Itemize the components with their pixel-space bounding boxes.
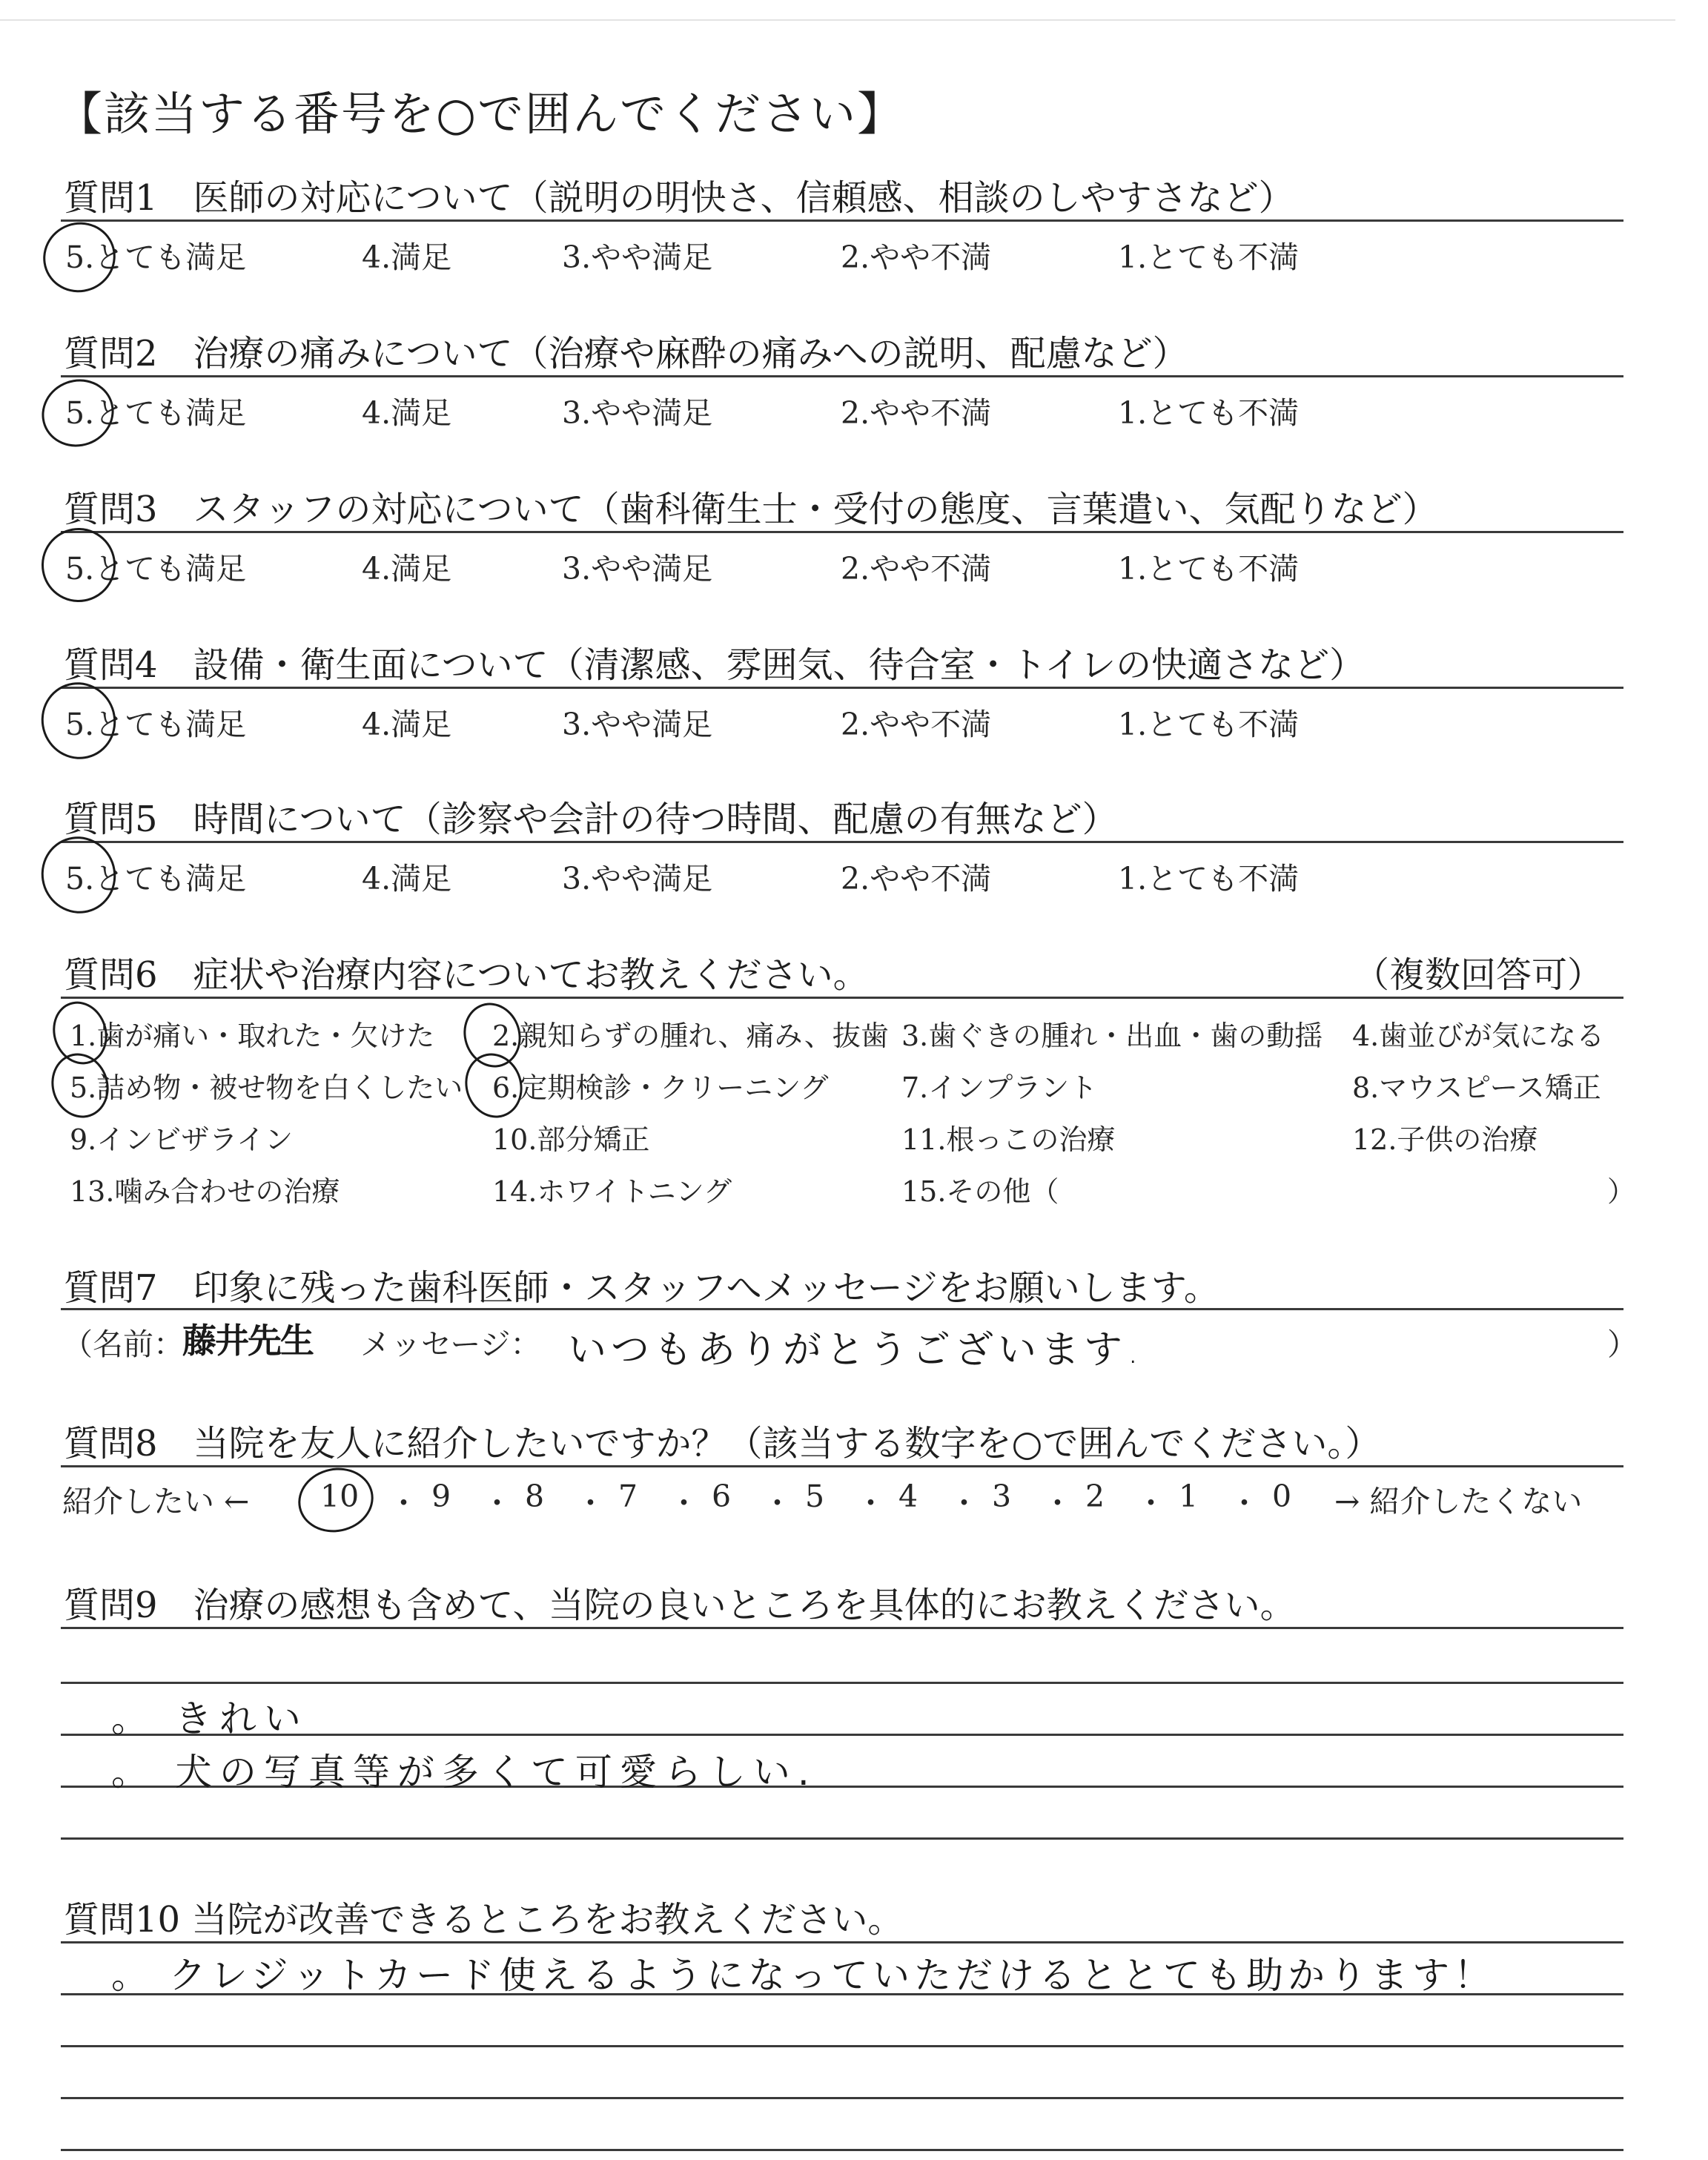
q10-rule-5	[61, 2149, 1623, 2151]
q4-title: 質問4 設備・衛生面について（清潔感、雰囲気、待合室・トイレの快適さなど）	[64, 644, 1366, 686]
q6-option-10[interactable]: 10.部分矯正	[492, 1123, 650, 1156]
q9-answer-line-1[interactable]: 。 きれい	[111, 1697, 308, 1740]
q6-other-close-paren: ）	[1607, 1175, 1636, 1208]
q9-rule-2	[61, 1682, 1623, 1684]
q8-separator: ・	[482, 1485, 512, 1521]
q2-option-2[interactable]: 2.やや不満	[841, 395, 992, 431]
q6-option-1[interactable]: 1.歯が痛い・取れた・欠けた	[70, 1020, 435, 1052]
q2-option-4[interactable]: 4.満足	[362, 395, 452, 431]
q8-value-9[interactable]: 9	[431, 1479, 451, 1514]
q4-rule	[61, 687, 1623, 689]
q8-value-0[interactable]: 0	[1272, 1479, 1292, 1514]
q9-answer-line-2[interactable]: 。 犬の写真等が多くて可愛らしい.	[111, 1751, 817, 1794]
q5-rule	[61, 841, 1623, 843]
q3-rule	[61, 531, 1623, 533]
q8-left-label: 紹介したい ←	[62, 1484, 250, 1519]
q8-title: 質問8 当院を友人に紹介したいですか？（該当する数字を○で囲んでください。）	[64, 1423, 1381, 1464]
q8-value-10[interactable]: 10	[320, 1479, 360, 1514]
q4-option-4[interactable]: 4.満足	[362, 707, 452, 742]
q6-option-12[interactable]: 12.子供の治療	[1352, 1123, 1538, 1156]
q6-option-4[interactable]: 4.歯並びが気になる	[1352, 1020, 1605, 1052]
q8-value-3[interactable]: 3	[992, 1479, 1012, 1514]
q2-option-5[interactable]: 5.とても満足	[65, 395, 247, 431]
q8-value-4[interactable]: 4	[898, 1479, 918, 1514]
q6-option-11[interactable]: 11.根っこの治療	[901, 1123, 1116, 1156]
q8-rule	[61, 1465, 1623, 1467]
q1-option-2[interactable]: 2.やや不満	[841, 240, 992, 275]
q6-option-7[interactable]: 7.インプラント	[901, 1071, 1098, 1104]
q8-value-2[interactable]: 2	[1085, 1479, 1105, 1514]
q1-option-1[interactable]: 1.とても不満	[1118, 240, 1300, 275]
q6-title: 質問6 症状や治療内容についてお教えください。	[64, 954, 869, 996]
q3-option-5[interactable]: 5.とても満足	[65, 551, 247, 587]
q4-option-3[interactable]: 3.やや満足	[562, 707, 713, 742]
q5-option-4[interactable]: 4.満足	[362, 861, 452, 896]
q1-option-3[interactable]: 3.やや満足	[562, 240, 713, 275]
q10-answer-line-1[interactable]: 。 クレジットカード使えるようになっていただけるととても助かります！	[111, 1954, 1496, 1997]
q2-answer-circle	[33, 369, 124, 457]
q10-title: 質問10 当院が改善できるところをお教えください。	[64, 1899, 904, 1941]
q6-option-2[interactable]: 2.親知らずの腫れ、痛み、抜歯	[492, 1020, 889, 1052]
q8-separator: ・	[1229, 1485, 1260, 1521]
q7-title: 質問7 印象に残った歯科医師・スタッフへメッセージをお願いします。	[64, 1267, 1219, 1309]
q6-option-15[interactable]: 15.その他（	[901, 1175, 1059, 1208]
q2-rule	[61, 375, 1623, 377]
q8-separator: ・	[669, 1485, 699, 1521]
q6-option-8[interactable]: 8.マウスピース矯正	[1352, 1071, 1601, 1104]
q6-option-13[interactable]: 13.噛み合わせの治療	[70, 1175, 340, 1208]
q1-option-4[interactable]: 4.満足	[362, 240, 452, 275]
q6-option-5[interactable]: 5.詰め物・被せ物を白くしたい	[70, 1071, 463, 1104]
q6-rule	[61, 997, 1623, 999]
q8-value-5[interactable]: 5	[805, 1479, 825, 1514]
q8-answer-circle	[292, 1461, 380, 1539]
q3-option-2[interactable]: 2.やや不満	[841, 551, 992, 587]
q6-answer-circle-6	[457, 1046, 530, 1125]
q7-message-handwritten[interactable]: いつもありがとうございます.	[568, 1328, 1144, 1373]
q6-option-3[interactable]: 3.歯ぐきの腫れ・出血・歯の動揺	[901, 1020, 1323, 1052]
q5-option-3[interactable]: 3.やや満足	[562, 861, 713, 896]
q8-separator: ・	[575, 1485, 606, 1521]
q8-right-label: → 紹介したくない	[1334, 1484, 1583, 1519]
q10-rule-4	[61, 2097, 1623, 2099]
q7-message-label: メッセージ：	[360, 1327, 541, 1362]
q4-option-2[interactable]: 2.やや不満	[841, 707, 992, 742]
q8-separator: ・	[388, 1485, 419, 1521]
q7-name-label: （名前：	[62, 1327, 184, 1362]
q8-value-6[interactable]: 6	[712, 1479, 732, 1514]
form-instruction-title: 【該当する番号を○で囲んでください】	[56, 87, 905, 141]
q9-title: 質問9 治療の感想も含めて、当院の良いところを具体的にお教えください。	[64, 1585, 1296, 1626]
q1-title: 質問1 医師の対応について（説明の明快さ、信頼感、相談のしやすさなど）	[64, 177, 1294, 219]
q4-option-5[interactable]: 5.とても満足	[65, 707, 247, 742]
q5-title: 質問5 時間について（診察や会計の待つ時間、配慮の有無など）	[64, 799, 1118, 840]
q8-value-1[interactable]: 1	[1179, 1479, 1199, 1514]
q5-option-1[interactable]: 1.とても不満	[1118, 861, 1300, 896]
q6-option-6[interactable]: 6.定期検診・クリーニング	[492, 1071, 829, 1104]
q5-option-5[interactable]: 5.とても満足	[65, 861, 247, 896]
q3-option-3[interactable]: 3.やや満足	[562, 551, 713, 587]
q8-value-8[interactable]: 8	[525, 1479, 545, 1514]
q3-option-4[interactable]: 4.満足	[362, 551, 452, 587]
q8-separator: ・	[1136, 1485, 1166, 1521]
q6-answer-circle-5	[43, 1046, 116, 1125]
q1-rule	[61, 219, 1623, 222]
q2-option-1[interactable]: 1.とても不満	[1118, 395, 1300, 431]
q9-rule-5	[61, 1837, 1623, 1840]
q8-separator: ・	[855, 1485, 886, 1521]
q3-title: 質問3 スタッフの対応について（歯科衛生士・受付の態度、言葉遣い、気配りなど）	[64, 489, 1438, 530]
q10-rule-1	[61, 1941, 1623, 1943]
q10-rule-3	[61, 2045, 1623, 2047]
q1-option-5[interactable]: 5.とても満足	[65, 240, 247, 275]
q6-multiple-answer-note: （複数回答可）	[1354, 954, 1603, 996]
q2-option-3[interactable]: 3.やや満足	[562, 395, 713, 431]
q1-answer-circle	[33, 212, 125, 303]
q9-rule-1	[61, 1627, 1623, 1629]
q8-value-7[interactable]: 7	[618, 1479, 638, 1514]
q7-name-handwritten[interactable]: 藤井先生	[182, 1321, 313, 1361]
q8-separator: ・	[1042, 1485, 1073, 1521]
scan-edge-line	[0, 19, 1675, 21]
q5-option-2[interactable]: 2.やや不満	[841, 861, 992, 896]
q6-option-9[interactable]: 9.インビザライン	[70, 1123, 294, 1156]
q6-option-14[interactable]: 14.ホワイトニング	[492, 1175, 732, 1208]
q8-separator: ・	[762, 1485, 792, 1521]
q7-rule	[61, 1308, 1623, 1310]
q7-close-paren: ）	[1607, 1327, 1638, 1362]
q4-option-1[interactable]: 1.とても不満	[1118, 707, 1300, 742]
q2-title: 質問2 治療の痛みについて（治療や麻酔の痛みへの説明、配慮など）	[64, 333, 1188, 374]
q3-option-1[interactable]: 1.とても不満	[1118, 551, 1300, 587]
q8-separator: ・	[949, 1485, 979, 1521]
